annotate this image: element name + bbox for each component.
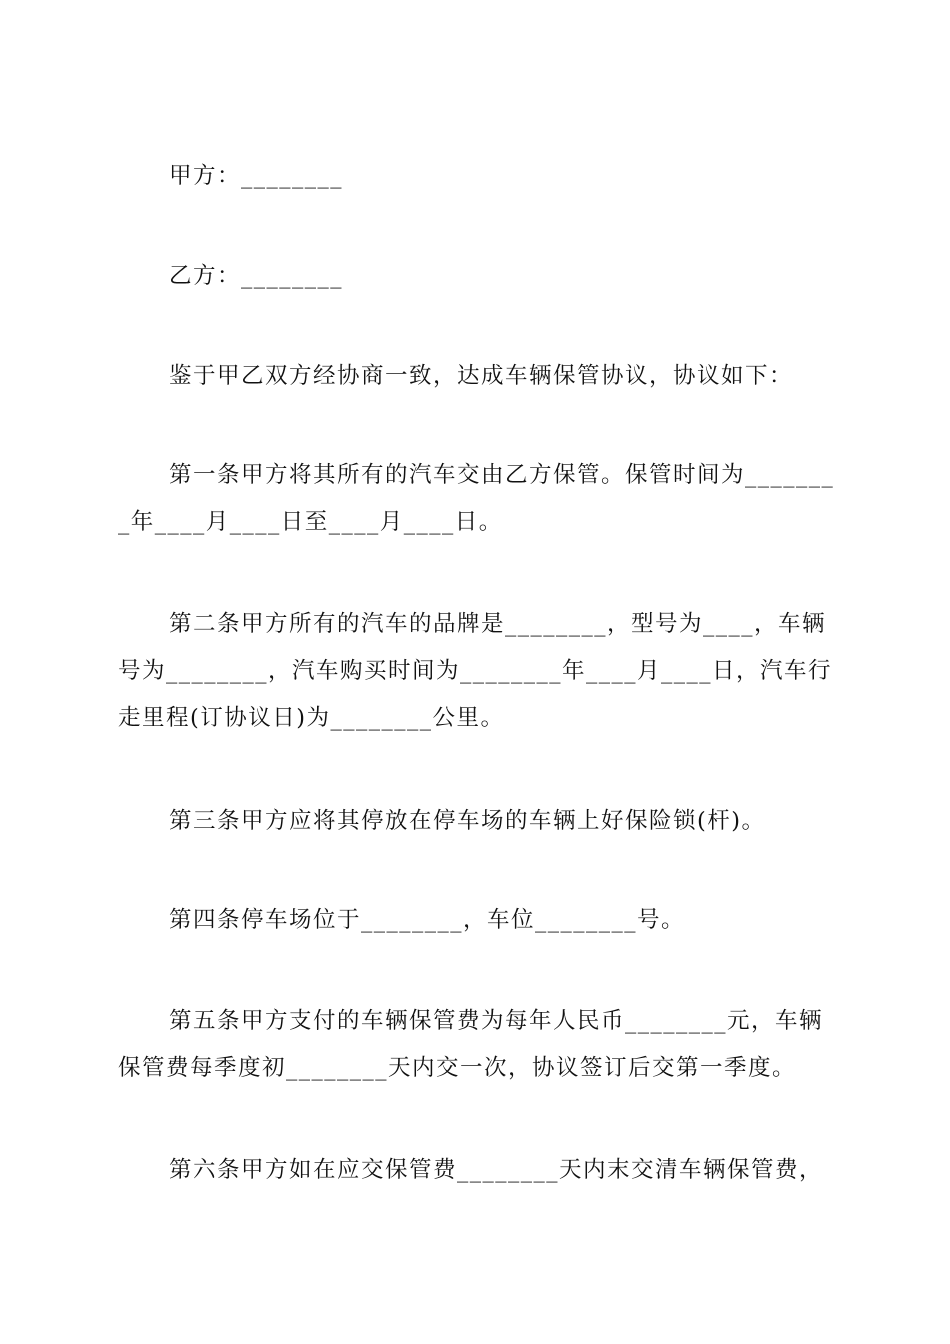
article-6-line-1: 第六条甲方如在应交保管费________天内末交清车辆保管费，: [169, 1157, 824, 1183]
article-4-paragraph: [118, 897, 832, 944]
preamble-text: 鉴于甲乙双方经协商一致，达成车辆保管协议，协议如下：: [169, 363, 794, 389]
article-5-line-2: 保管费每季度初________天内交一次，协议签订后交第一季度。: [118, 1055, 797, 1081]
article-3-paragraph: [118, 798, 832, 845]
article-5-paragraph: [118, 998, 832, 1092]
preamble-paragraph: [118, 353, 832, 400]
article-6-paragraph: [118, 1147, 832, 1194]
article-1-line-1: 第一条甲方将其所有的汽车交由乙方保管。保管时间为_______: [169, 462, 835, 488]
article-4-text: 第四条停车场位于________，车位________号。: [169, 907, 686, 933]
article-2-line-3: 走里程(订协议日)为________公里。: [118, 705, 505, 731]
party-a-text: 甲方：________: [169, 163, 344, 189]
article-3-text: 第三条甲方应将其停放在停车场的车辆上好保险锁(杆)。: [169, 808, 766, 834]
party-b-line: [118, 253, 832, 300]
article-2-line-2: 号为________，汽车购买时间为________年____月____日，汽车行: [118, 658, 833, 684]
party-a-line: [118, 153, 832, 200]
article-1-paragraph: [118, 452, 835, 546]
article-2-paragraph: [118, 601, 832, 742]
article-5-line-1: 第五条甲方支付的车辆保管费为每年人民币________元，车辆: [169, 1008, 824, 1034]
party-b-text: 乙方：________: [169, 263, 344, 289]
article-1-line-2: _年____月____日至____月____日。: [118, 509, 503, 535]
article-2-line-1: 第二条甲方所有的汽车的品牌是________，型号为____，车辆: [169, 611, 827, 637]
